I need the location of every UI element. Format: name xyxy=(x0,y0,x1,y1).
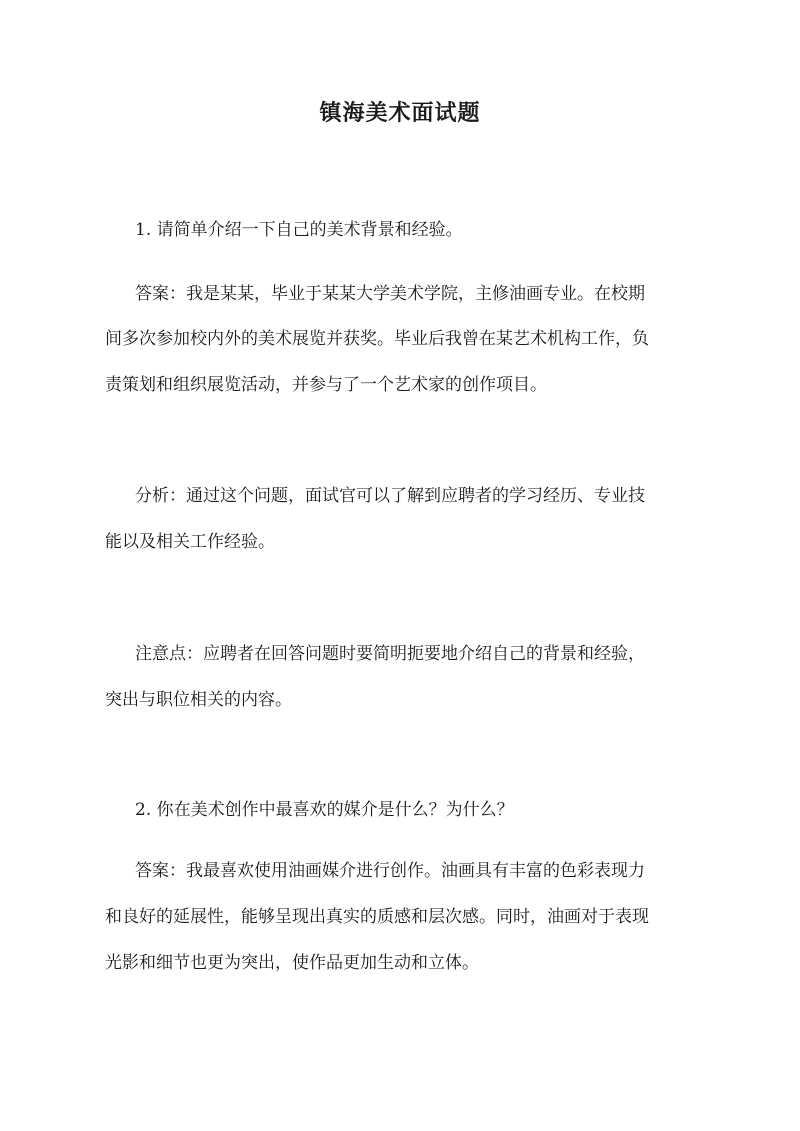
q1-answer-line-2: 间多次参加校内外的美术展览并获奖。毕业后我曾在某艺术机构工作，负 xyxy=(105,329,649,349)
q2-answer-line-3: 光影和细节也更为突出，使作品更加生动和立体。 xyxy=(105,953,479,973)
q2-answer-line-2: 和良好的延展性，能够呈现出真实的质感和层次感。同时，油画对于表现 xyxy=(105,907,649,927)
q1-note-line-1: 注意点：应聘者在回答问题时要简明扼要地介绍自己的背景和经验， xyxy=(135,644,645,664)
q2-answer-line-1: 答案：我最喜欢使用油画媒介进行创作。油画具有丰富的色彩表现力 xyxy=(135,861,645,881)
q1-answer-line-3: 责策划和组织展览活动，并参与了一个艺术家的创作项目。 xyxy=(105,375,547,395)
q1-note-line-2: 突出与职位相关的内容。 xyxy=(105,690,292,710)
question-1: 1. 请简单介绍一下自己的美术背景和经验。 xyxy=(135,220,463,240)
q1-answer-line-1: 答案：我是某某，毕业于某某大学美术学院，主修油画专业。在校期 xyxy=(135,284,645,304)
q1-analysis-line-1: 分析：通过这个问题，面试官可以了解到应聘者的学习经历、专业技 xyxy=(135,486,645,506)
q1-analysis-line-2: 能以及相关工作经验。 xyxy=(105,532,275,552)
document-title: 镇海美术面试题 xyxy=(319,100,481,126)
question-2: 2. 你在美术创作中最喜欢的媒介是什么？为什么？ xyxy=(135,800,514,820)
